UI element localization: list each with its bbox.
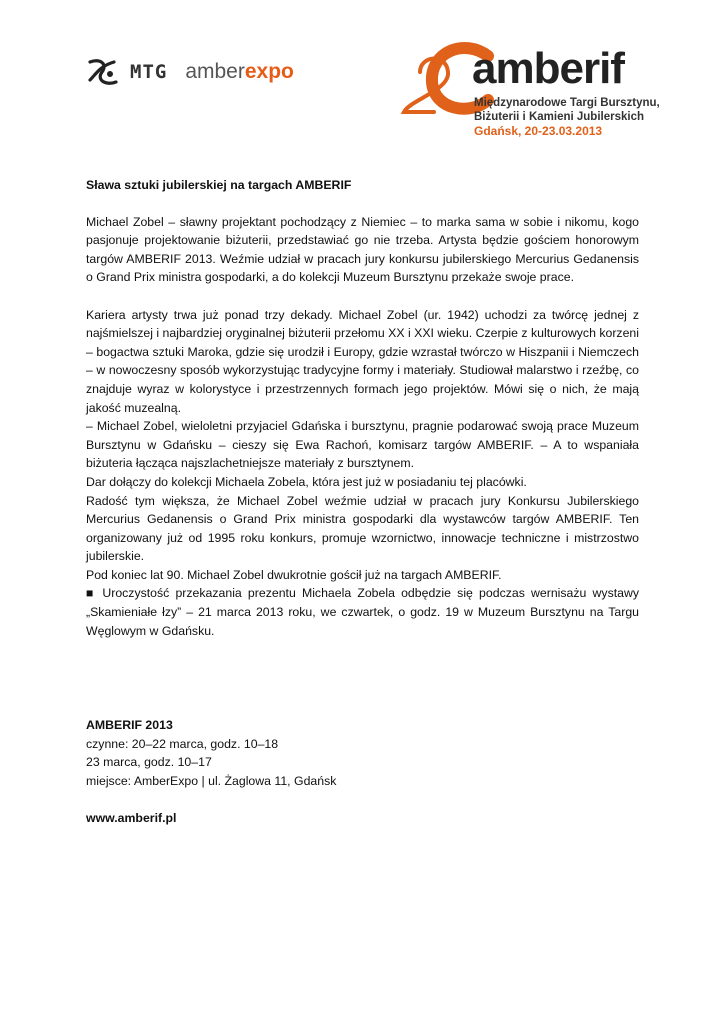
amberexpo-logo-expo: expo <box>244 60 294 83</box>
amberif-dates: Gdańsk, 20-23.03.2013 <box>474 124 603 138</box>
article-title: Sława sztuki jubilerskiej na targach AMBERIF <box>86 178 352 192</box>
info-line: miejsce: AmberExpo | ul. Żaglowa 11, Gdańsk <box>86 773 337 788</box>
document-body <box>86 176 639 640</box>
amberexpo-logo <box>185 60 294 84</box>
amberexpo-logo-amber: amber <box>185 60 245 83</box>
article-paragraph: Pod koniec lat 90. Michael Zobel dwukrotnie gościł już na targach AMBERIF. <box>86 567 502 582</box>
amberif-logo <box>390 38 660 148</box>
website-link[interactable]: www.amberif.pl <box>86 810 177 825</box>
amberif-subtitle <box>474 96 660 124</box>
mtg-logo-text: MTG <box>130 61 168 83</box>
article-paragraph: Radość tym większa, że Michael Zobel weźmie udział w pracach jury Konkursu Jubilerskiego Mercurius Gedanensis o Grand Prix ministra gospodarki dla wystawców targów AMBERIF. Ten organizowany już od 1995 roku konkurs, promuje wzornictwo, innowacje techniczne i mistrzostwo jubilerskie. <box>86 493 639 564</box>
info-line: czynne: 20–22 marca, godz. 10–18 <box>86 736 279 751</box>
article-paragraph: – Michael Zobel, wieloletni przyjaciel Gdańska i bursztynu, pragnie podarować swoją prace Muzeum Bursztynu w Gdańsku – cieszy się Ewa Rachoń, komisarz targów AMBERIF. – A to wspaniała biżuteria łącząca najszlachetniejsze materiały z bursztynem. <box>86 419 639 471</box>
info-line: 23 marca, godz. 10–17 <box>86 755 212 770</box>
article-paragraph: ■ Uroczystość przekazania prezentu Michaela Zobela odbędzie się podczas wernisażu wystawy „Skamieniałe łzy” – 21 marca 2013 roku, we czwartek, o godz. 19 w Muzeum Bursztynu na Targu Węglowym w Gdańsku. <box>86 586 639 638</box>
event-info <box>86 716 639 828</box>
amberif-subtitle-line: Biżuterii i Kamieni Jubilerskich <box>474 111 644 123</box>
amberif-wordmark: amberif <box>472 44 624 93</box>
partner-logos <box>86 56 294 88</box>
article-paragraph: Kariera artysty trwa już ponad trzy dekady. Michael Zobel (ur. 1942) uchodzi za twórcę jednej z najśmielszej i najbardziej oryginalnej biżuterii przełomu XX i XXI wieku. Czerpie z kulturowych korzeni – bogactwa sztuki Maroka, gdzie się urodził i Europy, gdzie wzrastał twórczo w Hiszpanii i Niemczech – w nowoczesny sposób wykorzystując tradycyjne formy i materiały. Studiował malarstwo i rzeźbę, co znajduje wyraz w kolorystyce i przestrzennych formach jego projektów. Mówi się o nich, że mają jakość muzealną. <box>86 307 639 415</box>
amberif-subtitle-line: Międzynarodowe Targi Bursztynu, <box>474 97 660 109</box>
article-paragraph: Michael Zobel – sławny projektant pochodzący z Niemiec – to marka sama w sobie i nikomu, kogo pasjonuje projektowanie biżuterii, przedstawiać go nie trzeba. Artysta będzie gościem honorowym targów AMBERIF 2013. Weźmie udział w pracach jury konkursu jubilerskiego Mercurius Gedanensis o Grand Prix ministra gospodarki, a do kolekcji Muzeum Bursztynu przekaże swoje prace. <box>86 214 639 285</box>
info-heading: AMBERIF 2013 <box>86 718 173 732</box>
mtg-logo-icon <box>86 56 120 88</box>
article-paragraph: Dar dołączy do kolekcji Michaela Zobela, która jest już w posiadaniu tej placówki. <box>86 474 527 489</box>
